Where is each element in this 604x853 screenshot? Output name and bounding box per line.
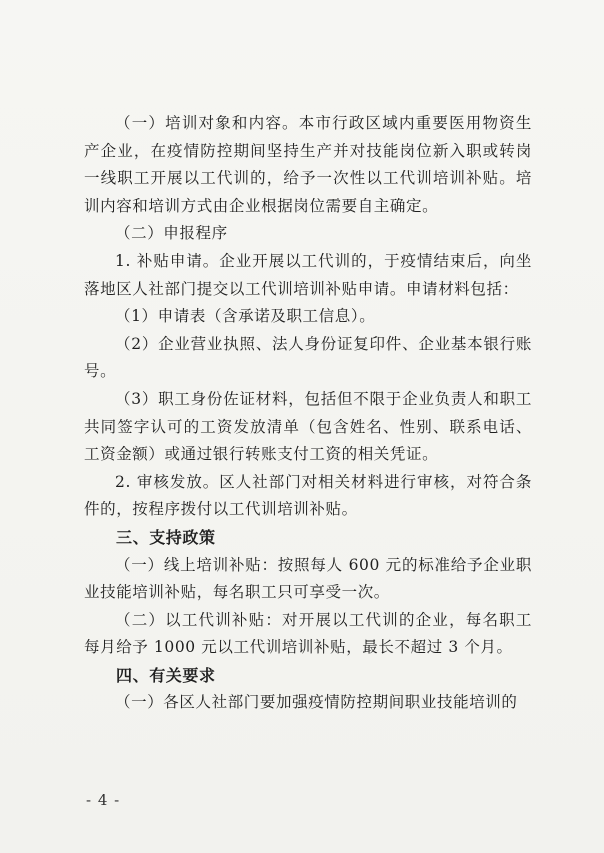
section-heading-requirements: 四、有关要求	[116, 665, 216, 685]
paragraph-work-training-subsidy: （二）以工代训补贴：对开展以工代训的企业，每名职工每月给予 1000 元以工代训培训补贴，最长不超过 3 个月。	[84, 610, 532, 657]
paragraph-application-procedure-heading: （二）申报程序	[115, 224, 228, 243]
section-heading-support-policy: 三、支持政策	[116, 527, 216, 547]
paragraph-item-employee-proof: （3）职工身份佐证材料，包括但不限于企业负责人和职工共同签字认可的工资发放清单（包含姓名、性别、联系电话、工资金额）或通过银行转账支付工资的相关凭证。	[84, 389, 532, 464]
paragraph-subsidy-application: 1. 补贴申请。企业开展以工代训的，于疫情结束后，向坐落地区人社部门提交以工代训培训补贴申请。申请材料包括：	[84, 251, 532, 298]
paragraph-requirement-district-departments: （一）各区人社部门要加强疫情防控期间职业技能培训的	[115, 693, 518, 712]
document-body	[84, 110, 532, 717]
paragraph-online-training-subsidy: （一）线上培训补贴：按照每人 600 元的标准给予企业职业技能培训补贴，每名职工只可享受一次。	[84, 555, 532, 602]
page-number: - 4 -	[86, 791, 121, 809]
paragraph-item-application-form: （1）申请表（含承诺及职工信息）。	[115, 307, 376, 326]
paragraph-training-targets: （一）培训对象和内容。本市行政区域内重要医用物资生产企业，在疫情防控期间坚持生产并对技能岗位新入职或转岗一线职工开展以工代训的，给予一次性以工代训培训补贴。培训内容和培训方式由企业根据岗位需要自主确定。	[84, 114, 532, 215]
paragraph-review-and-payment: 2. 审核发放。区人社部门对相关材料进行审核，对符合条件的，按程序拨付以工代训培训补贴。	[84, 472, 532, 519]
paragraph-item-business-license: （2）企业营业执照、法人身份证复印件、企业基本银行账号。	[84, 334, 532, 381]
